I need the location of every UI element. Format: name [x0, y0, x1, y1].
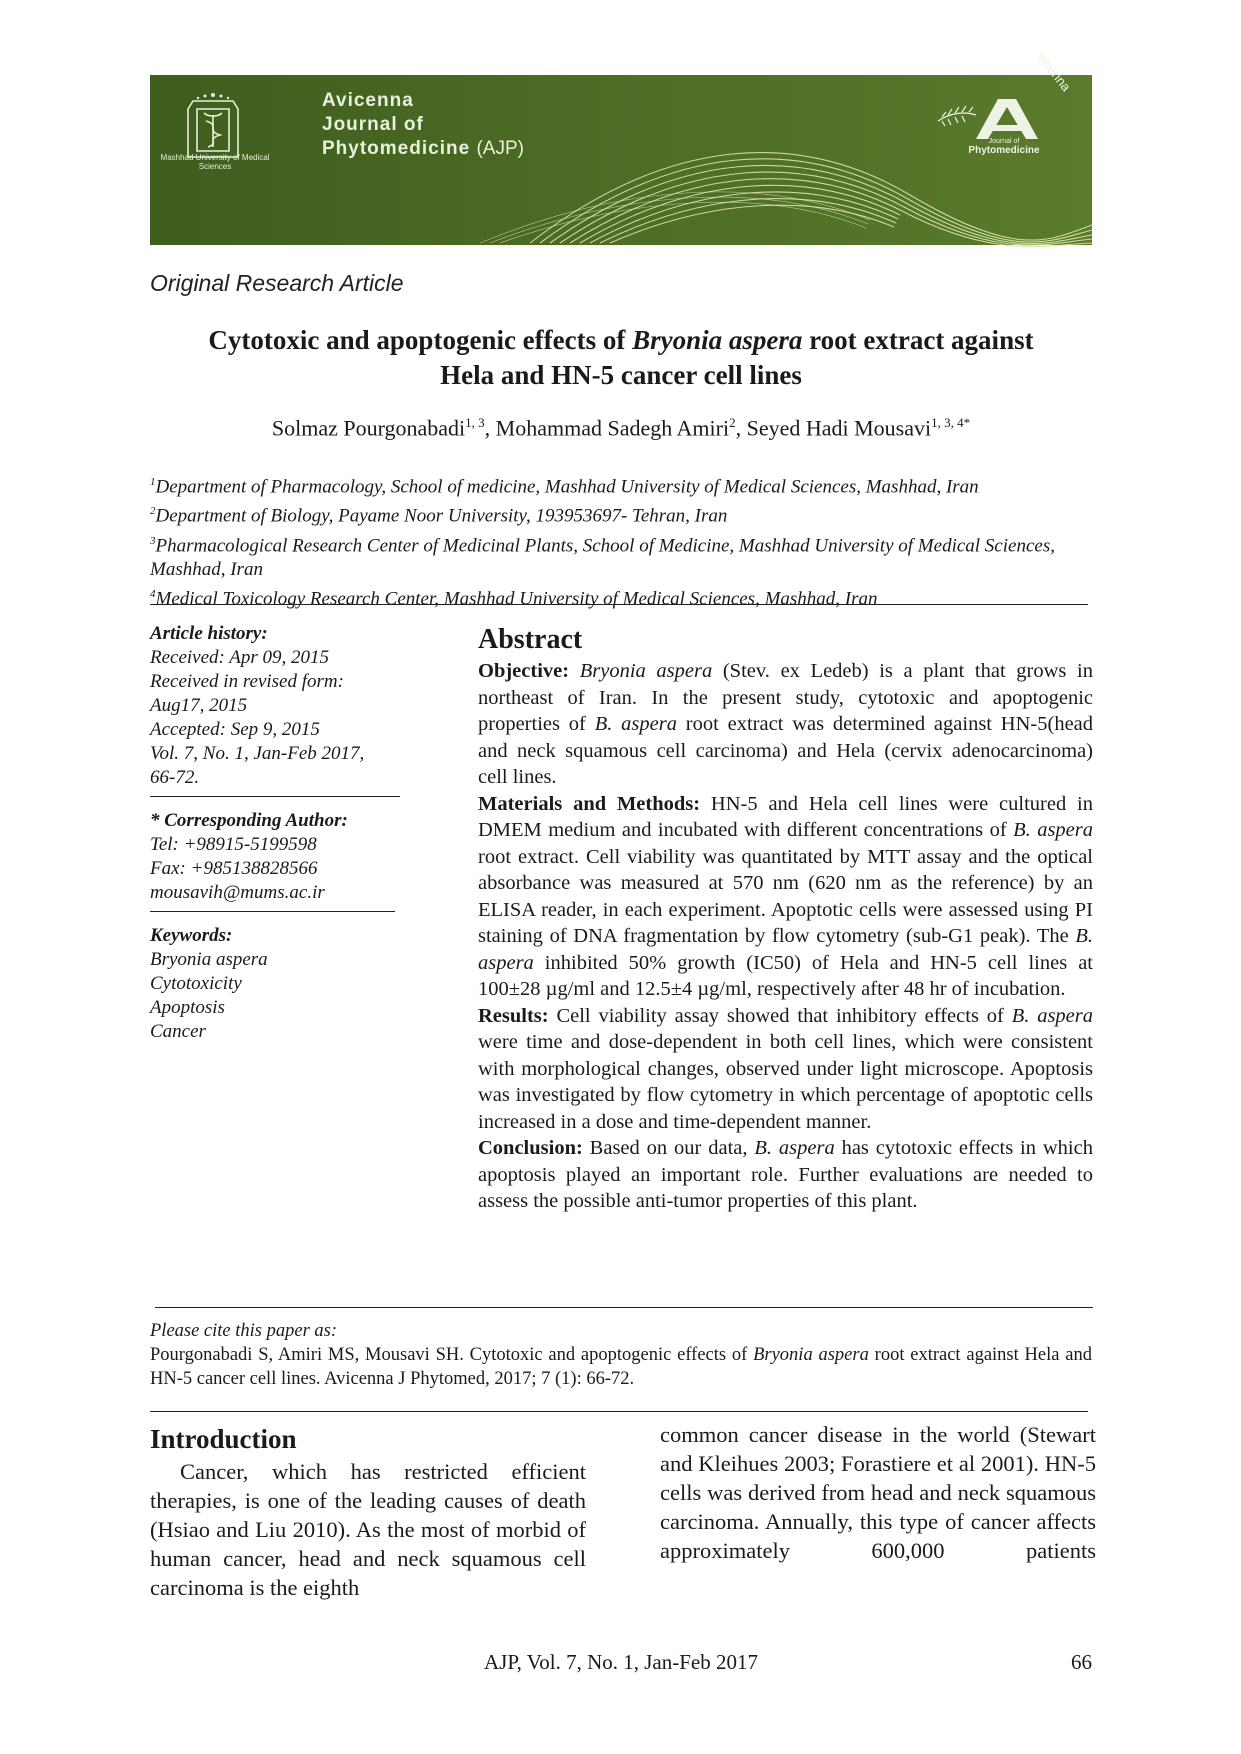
article-history [150, 622, 420, 790]
page-range: 66-72. [150, 767, 200, 788]
abstract-divider [155, 1307, 1093, 1308]
title-part1: Cytotoxic and apoptogenic effects of [208, 325, 633, 355]
ajp-caption-line1: Journal of [988, 138, 1020, 145]
introduction-paragraph: Cancer, which has restricted efficient therapies, is one of the leading causes of death (Hsiao and Liu 2010). As the most of morbid of human cancer, head and neck squamous cell carcinoma is the eighth [150, 1459, 586, 1600]
affiliation-text: Medical Toxicology Research Center, Mashhad University of Medical Sciences, Mashhad, Iran [155, 588, 878, 610]
affiliation-list [150, 470, 1092, 611]
citation-text: Pourgonabadi S, Amiri MS, Mousavi SH. Cytotoxic and apoptogenic effects of [150, 1345, 754, 1365]
abstract-objective [478, 658, 1093, 791]
keyword-item: Cancer [150, 1021, 206, 1042]
results-text: Cell viability assay showed that inhibitory effects of [548, 1004, 1012, 1027]
mashhad-university-logo [168, 87, 258, 197]
author-tel: Tel: +98915-5199598 [150, 834, 317, 855]
objective-text: (Stev. ex Ledeb) is a plant that grows in northeast of Iran. In the present study, cytotoxic and apoptogenic properties of [478, 660, 1093, 735]
sidebar-divider [150, 796, 400, 797]
author-affiliation-marker: 1, 3, 4* [931, 415, 971, 430]
introduction-right-column: common cancer disease in the world (Stewart and Kleihues 2003; Forastiere et al 2001). HN-5 cells was derived from head and neck squamous carcinoma. Annually, this type of cancer affects approximately 600,000 patients [660, 1422, 1096, 1563]
methods-label: Materials and Methods: [478, 792, 701, 815]
author-list: Solmaz Pourgonabadi$^{1, 3}$, Mohammad Sadegh Amiri$^2$, Seyed Hadi Mousavi$^{1, 3, 4*}$ [271, 415, 971, 441]
author-fax: Fax: +985138828566 [150, 858, 318, 879]
keywords-heading: Keywords: [150, 925, 233, 946]
objective-label: Objective: [478, 660, 570, 682]
species-name: B. aspera [1011, 1004, 1094, 1027]
species-name: B. aspera [594, 713, 677, 735]
affiliation-item [150, 499, 1092, 528]
article-type: Original Research Article [150, 270, 404, 296]
conclusion-label: Conclusion: [478, 1137, 583, 1159]
introduction-left-column [150, 1423, 586, 1602]
corresponding-author-heading: * Corresponding Author: [150, 810, 348, 831]
corresponding-author [150, 809, 420, 905]
methods-text: root extract. Cell viability was quantitated by MTT assay and the optical absorbance was measured at 570 nm (620 nm as the reference) by an ELISA reader, in each experiment. Apoptotic cells were assessed using PI staining of DNA fragmentation by flow cytometry (sub-G1 peak). The [478, 845, 1093, 947]
author-email[interactable]: mousavih@mums.ac.ir [150, 882, 325, 903]
author-affiliation-marker: 2 [729, 415, 736, 430]
ajp-logo-word: vicenna [1034, 49, 1074, 95]
affiliation-item [150, 582, 1092, 611]
abstract-heading: Abstract [478, 624, 583, 655]
journal-title-line1: Avicenna [322, 90, 414, 111]
citation-heading: Please cite this paper as: [150, 1321, 338, 1341]
affiliation-text: Department of Pharmacology, School of medicine, Mashhad University of Medical Sciences, Mashhad, Iran [155, 476, 979, 498]
results-text: were time and dose-dependent in both cell lines, which were consistent with morphological changes, observed under light microscope. Apoptosis was investigated by flow cytometry in which percentage of apoptotic cells increased in a dose and time-dependent manner. [478, 1031, 1093, 1133]
keywords [150, 924, 420, 1044]
objective-text: root extract was determined against HN-5(head and neck squamous cell carcinoma) and Hela (cervix adenocarcinoma) cell lines. [478, 713, 1094, 788]
methods-text: inhibited 50% growth (IC50) of Hela and HN-5 cell lines at 100±28 µg/ml and 12.5±4 µg/ml, respectively after 48 hr of incubation. [478, 951, 1093, 1000]
author-name: Mohammad Sadegh Amiri [495, 415, 730, 441]
results-label: Results: [478, 1004, 549, 1027]
accepted-date: Accepted: Sep 9, 2015 [150, 719, 320, 740]
species-name: B. aspera [754, 1137, 835, 1159]
article-history-heading: Article history: [150, 623, 268, 644]
sidebar-divider [150, 911, 395, 912]
volume-info: Vol. 7, No. 1, Jan-Feb 2017, [150, 743, 365, 764]
abstract-results [478, 1003, 1093, 1136]
species-name: B. aspera [478, 925, 1093, 974]
journal-banner [150, 49, 1092, 245]
article-info-sidebar [150, 622, 420, 1062]
abstract-section [478, 624, 1093, 1215]
keyword-item: Apoptosis [150, 997, 225, 1018]
page-number: 66 [1071, 1650, 1092, 1674]
affiliation-text: Department of Biology, Payame Noor University, 193953697- Tehran, Iran [155, 505, 728, 527]
header-divider [150, 604, 1088, 605]
title-line2: Hela and HN-5 cancer cell lines [440, 360, 802, 390]
affiliation-text: Pharmacological Research Center of Medicinal Plants, School of Medicine, Mashhad University of Medical Sciences, Mashhad, Iran [150, 534, 1055, 580]
affiliation-item [150, 529, 1092, 582]
keyword-item: Cytotoxicity [150, 973, 242, 994]
introduction-heading: Introduction [150, 1424, 297, 1454]
methods-text: HN-5 and Hela cell lines were cultured in DMEM medium and incubated with different concentrations of [478, 792, 1093, 841]
revised-date: Aug17, 2015 [150, 695, 248, 716]
affiliation-number: 4 [150, 587, 156, 600]
keyword-item: Bryonia aspera [150, 949, 268, 970]
conclusion-text: has cytotoxic effects in which apoptosis played an important role. Further evaluations are needed to assess the possible anti-tumor properties of this plant. [478, 1137, 1093, 1212]
university-caption: Mashhad University of Medical Sciences [160, 153, 270, 171]
journal-title-line2: Journal of [322, 114, 424, 135]
conclusion-text: Based on our data, [582, 1137, 755, 1159]
citation-block [150, 1319, 1092, 1391]
title-species: Bryonia aspera [632, 325, 803, 355]
journal-title-line3: Phytomedicine [322, 138, 471, 159]
footer-journal-reference: AJP, Vol. 7, No. 1, Jan-Feb 2017 [483, 1650, 758, 1674]
author-name: Seyed Hadi Mousavi [746, 415, 932, 441]
species-name: B. aspera [1013, 819, 1094, 841]
ajp-logo-caption [934, 137, 1074, 155]
paper-title [150, 323, 1092, 393]
citation-text: root extract against Hela and HN-5 cancer cell lines. Avicenna J Phytomed, 2017; 7 (1): 66-72. [150, 1345, 1092, 1389]
abstract-conclusion [478, 1135, 1093, 1215]
journal-title [322, 89, 524, 161]
ajp-caption-line2: Phytomedicine [968, 145, 1040, 156]
revised-label: Received in revised form: [150, 671, 344, 692]
citation-species: Bryonia aspera [753, 1345, 869, 1365]
affiliation-number: 1 [150, 476, 156, 488]
abstract-methods [478, 791, 1093, 1003]
author-affiliation-marker: 1, 3 [465, 415, 485, 430]
affiliation-number: 2 [150, 505, 156, 518]
affiliation-number: 3 [150, 534, 156, 547]
title-part2: root extract against [802, 325, 1034, 355]
citation-divider [150, 1411, 1088, 1412]
species-name: Bryonia aspera [579, 660, 713, 682]
journal-abbreviation: (AJP) [476, 138, 524, 159]
affiliation-item [150, 470, 1092, 499]
author-name: Solmaz Pourgonabadi [271, 415, 466, 441]
received-date: Received: Apr 09, 2015 [150, 647, 330, 668]
